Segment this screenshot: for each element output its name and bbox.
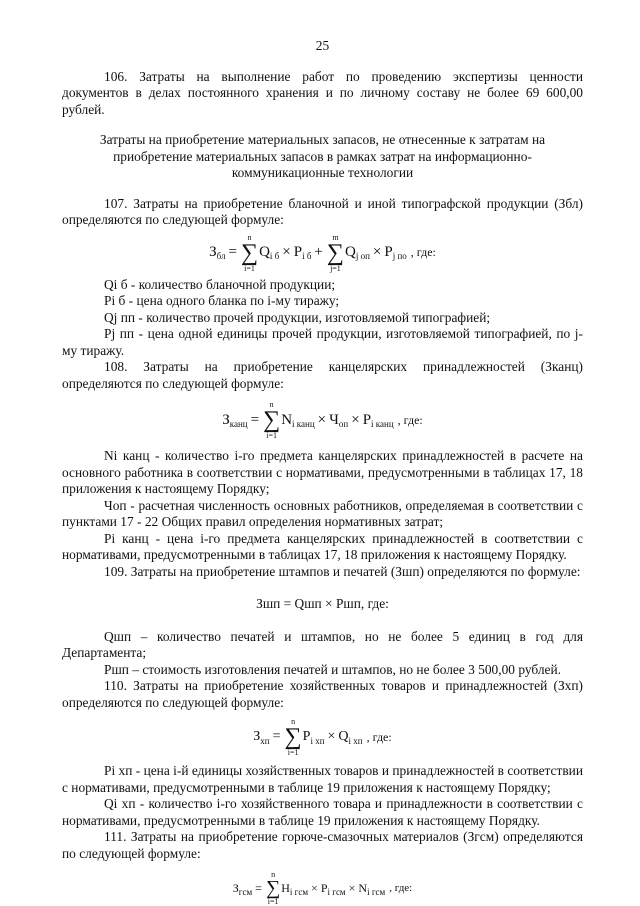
formula-107: З бл = n ∑ i=1 Q i б × P i б + m ∑ j=1 Q j оп × P j по , где: xyxy=(209,232,436,273)
paragraph-108: 108. Затраты на приобретение канцелярских принадлежностей (Зканц) определяются по следующей формуле: xyxy=(62,359,583,391)
paragraph-109: 109. Затраты на приобретение штампов и печатей (Зшп) определяются по формуле: xyxy=(104,563,581,579)
section-heading: Затраты на приобретение материальных запасов, не отнесенные к затратам на приобретение материальных запасов в рамках затрат на информационно-коммуникационные технологии xyxy=(99,132,546,180)
paragraph-107: 107. Затраты на приобретение бланочной и иной типографской продукции (Збл) определяются по следующей формуле: xyxy=(62,195,583,227)
paragraph-110: 110. Затраты на приобретение хозяйственных товаров и принадлежностей (Зхп) определяются по следующей формуле: xyxy=(62,678,583,710)
definition-107-4: Pj пп - цена одной единицы прочей продукции, изготовляемой типографией, по j-му тиражу. xyxy=(62,326,583,358)
definition-108-1: Ni канц - количество i-го предмета канцелярских принадлежностей в расчете на основного работника в соответствии с нормативами, предусмотренными в таблицах 17, 18 приложения к настоящему Порядку; xyxy=(62,448,583,496)
sum-symbol: n ∑ i=1 xyxy=(263,400,281,440)
sum-symbol: m ∑ j=1 xyxy=(326,232,344,273)
definition-108-3: Pi канц - цена i-го предмета канцелярских принадлежностей в соответствии с нормативами, предусмотренными в таблицах 17, 18 приложения к настоящему Порядку. xyxy=(62,530,583,562)
sum-symbol: n ∑ i=1 xyxy=(284,717,302,757)
page-number: 25 xyxy=(315,38,330,53)
sum-symbol: n ∑ i=1 xyxy=(265,870,281,906)
definition-107-1: Qi б - количество бланочной продукции; xyxy=(104,276,336,292)
formula-111: З гсм = n ∑ i=1 Н i гсм × P i гсм × N i гсм , где: xyxy=(232,870,413,906)
sum-symbol: n ∑ i=1 xyxy=(240,232,259,273)
definition-110-1: Pi хп - цена i-й единицы хозяйственных товаров и принадлежностей в соответствии с нормативами, предусмотренными в таблице 19 приложения к настоящему Порядку; xyxy=(62,763,583,795)
definition-110-2: Qi хп - количество i-го хозяйственного товара и принадлежности в соответствии с нормативами, предусмотренными в таблице 19 приложения к настоящему Порядку. xyxy=(62,796,583,828)
paragraph-111: 111. Затраты на приобретение горюче-смазочных материалов (Згсм) определяются по следующей формуле: xyxy=(62,829,583,861)
paragraph-106: 106. Затраты на выполнение работ по проведению экспертизы ценности документов в делах постоянного хранения и по личному составу не более 69 600,00 рублей. xyxy=(62,68,583,117)
formula-110: З хп = n ∑ i=1 P i хп × Q i хп , где: xyxy=(253,717,392,757)
definition-107-3: Qj пп - количество прочей продукции, изготовляемой типографией; xyxy=(104,309,491,325)
formula-109: Зшп = Qшп × Pшп, где: xyxy=(256,596,389,611)
definition-107-2: Pi б - цена одного бланка по i-му тиражу; xyxy=(104,293,340,308)
definition-108-2: Чоп - расчетная численность основных работников, определяемая в соответствии с пунктами 17 - 22 Общих правил определения нормативных затрат; xyxy=(62,497,583,529)
definition-109-1: Qшп – количество печатей и штампов, но не более 5 единиц в год для Департамента; xyxy=(62,628,583,660)
formula-108: З канц = n ∑ i=1 N i канц × Ч оп × P i канц , где: xyxy=(222,400,423,440)
definition-109-2: Pшп – стоимость изготовления печатей и штампов, но не более 3 500,00 рублей. xyxy=(104,661,561,677)
document-page xyxy=(62,38,583,906)
